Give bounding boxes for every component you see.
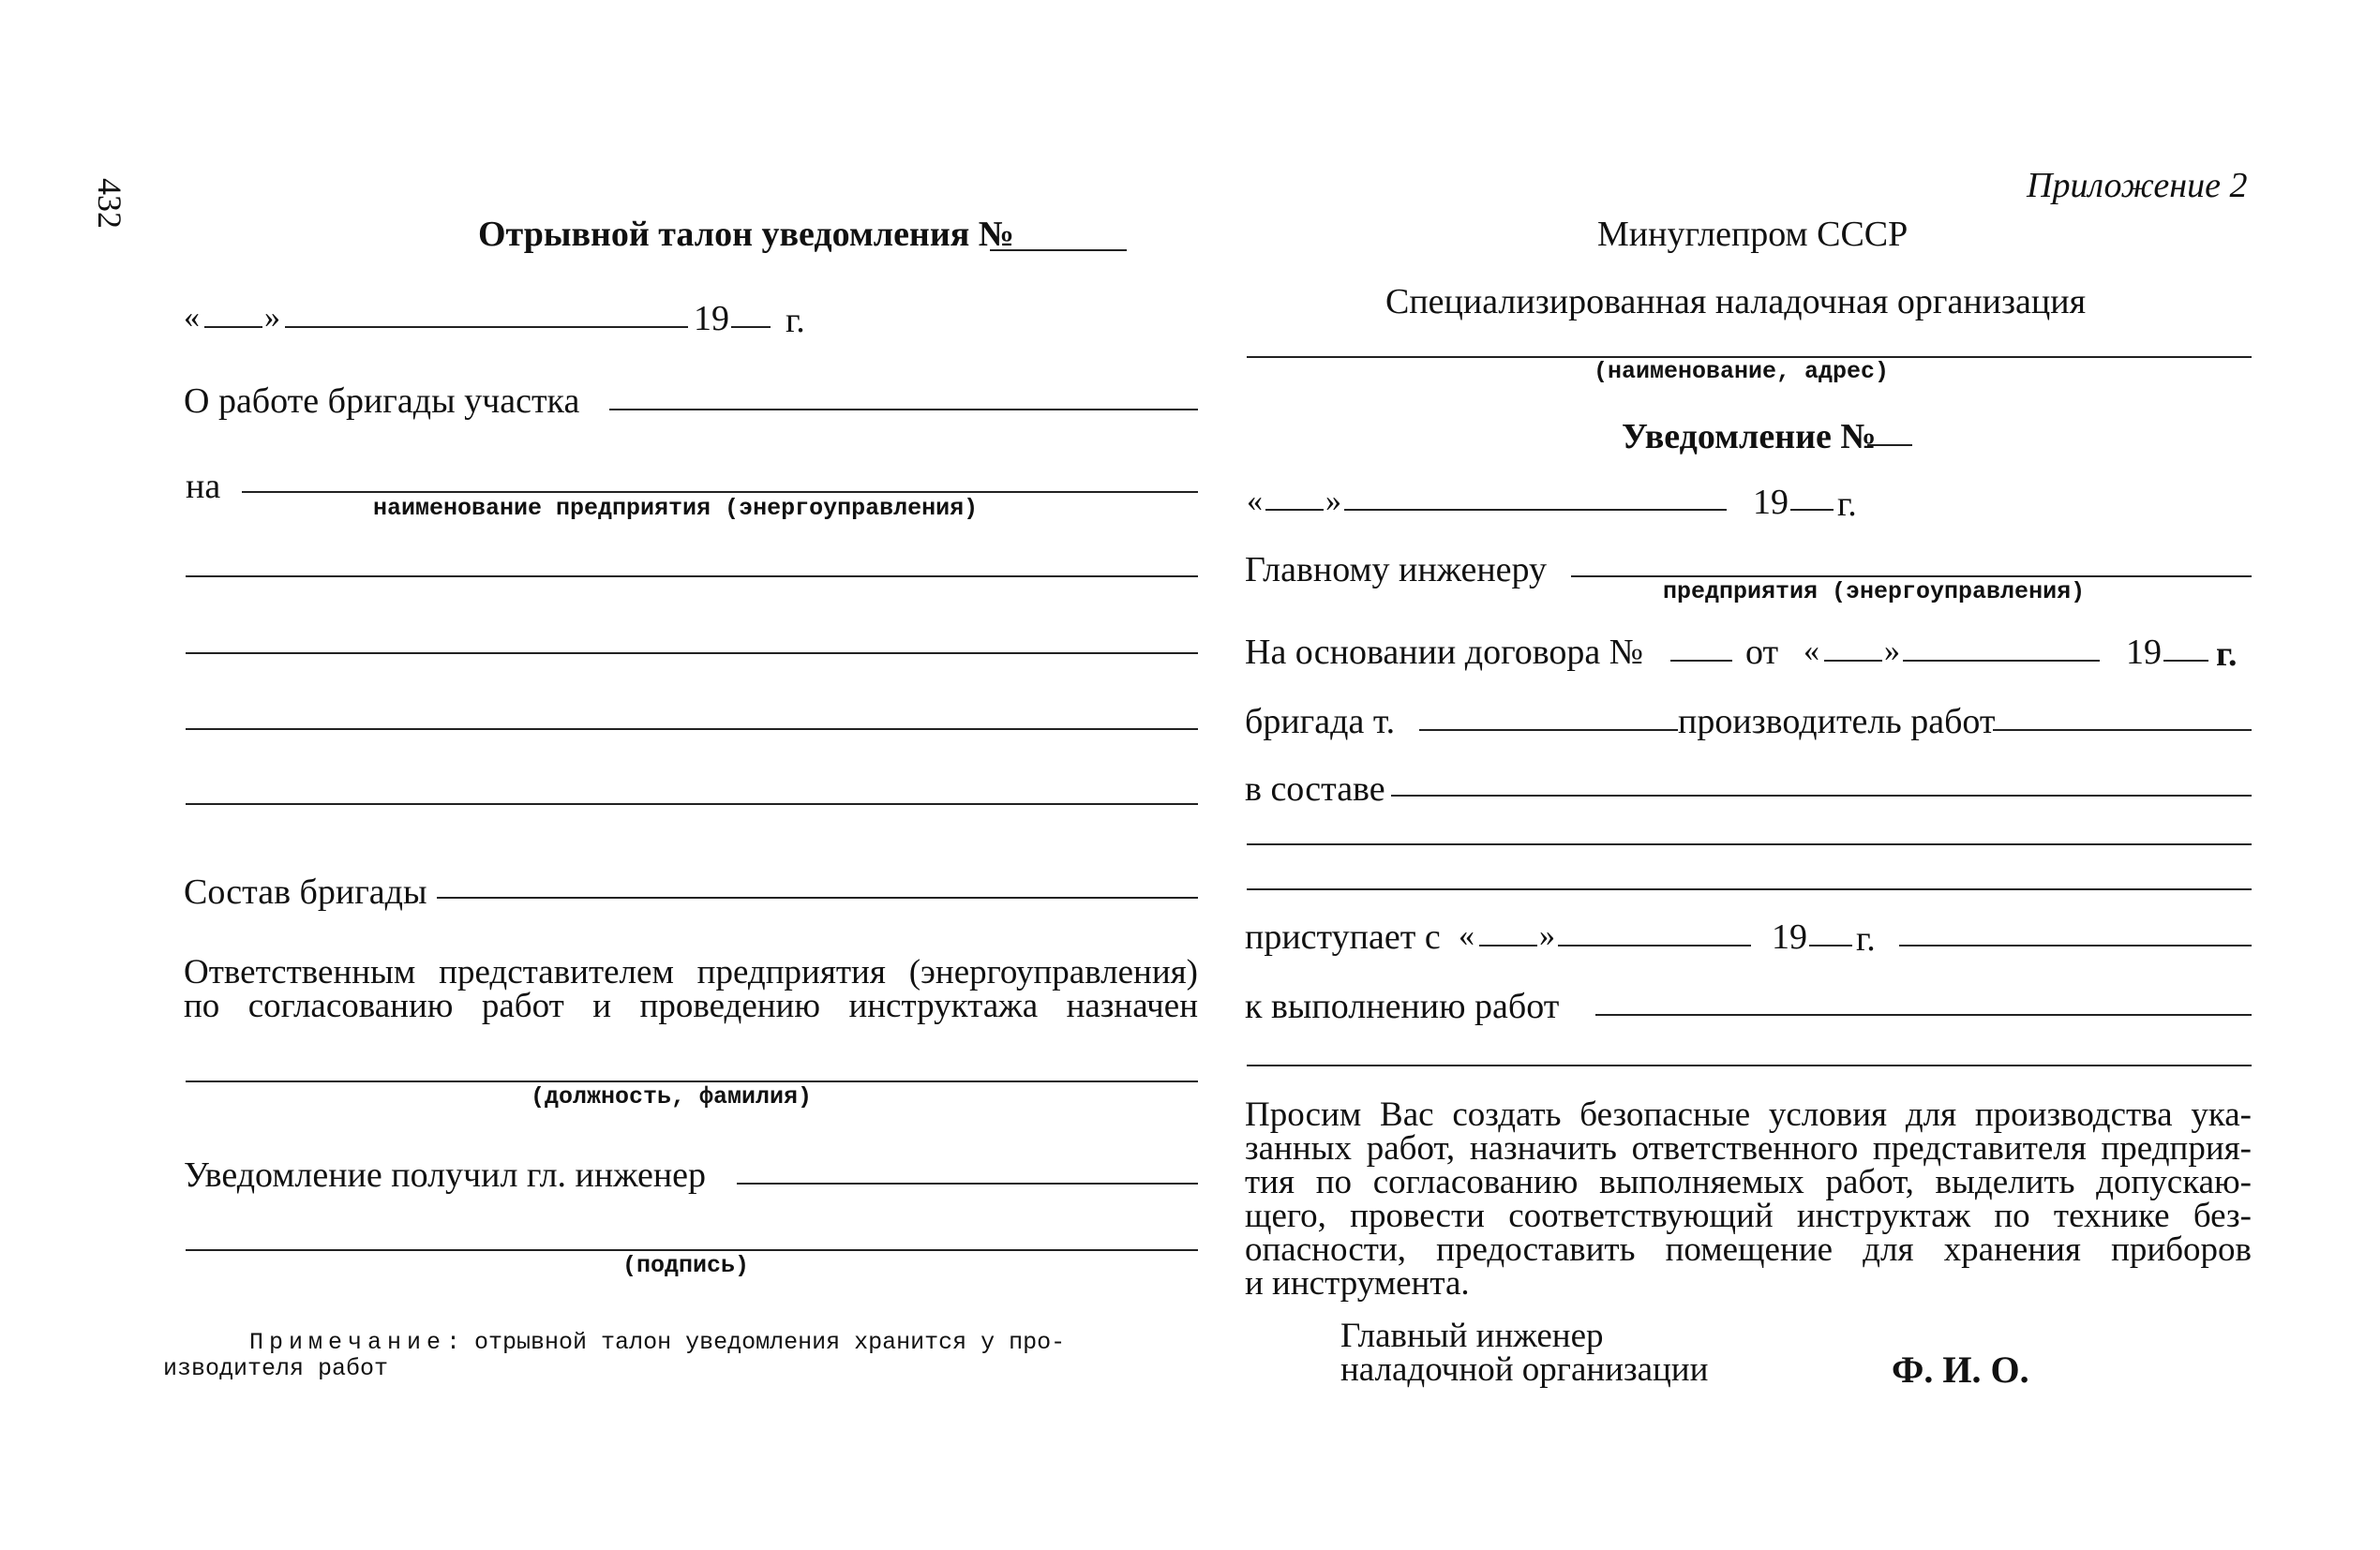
start-year-prefix: 19 — [1772, 917, 1807, 957]
request-line-4: щего, провести соответствующий инструктаж по технике без- — [1245, 1197, 2252, 1235]
chief-line-1: Главный инженер — [1340, 1317, 1604, 1355]
request-line-1: Просим Вас создать безопасные условия для производства ука- — [1245, 1095, 2252, 1134]
chief-fio: Ф. И. О. — [1892, 1349, 2029, 1391]
contract-label: На основании договора № — [1245, 633, 1644, 672]
notice-year-field[interactable] — [1790, 509, 1834, 511]
start-label: приступает с — [1245, 917, 1441, 957]
start-year-field[interactable] — [1809, 945, 1852, 946]
chief-line-2: наладочной организации — [1340, 1350, 1709, 1389]
stub-work-label: О работе бригады участка — [184, 381, 580, 421]
producer-field[interactable] — [1993, 729, 2252, 731]
stub-composition-field[interactable] — [437, 897, 1198, 899]
stub-year-prefix: 19 — [694, 299, 729, 338]
org-address-caption: (наименование, адрес) — [1594, 358, 1890, 385]
stub-note — [249, 1329, 1065, 1357]
stub-date-open-quote: « — [184, 300, 200, 335]
stub-blank-line-2[interactable] — [186, 652, 1198, 654]
notice-year-prefix: 19 — [1753, 483, 1789, 522]
notice-title: Уведомление № — [1622, 417, 1877, 456]
contract-date-open-quote: « — [1804, 633, 1819, 668]
stub-signature-caption: (подпись) — [622, 1252, 750, 1279]
contract-number-field[interactable] — [1670, 660, 1732, 662]
contract-year-field[interactable] — [2163, 660, 2208, 662]
start-day-field[interactable] — [1479, 945, 1537, 946]
notice-date-open-quote: « — [1247, 484, 1263, 518]
page-number: 432 — [91, 178, 128, 229]
start-date-close-quote: » — [1539, 918, 1555, 953]
request-paragraph — [1245, 1095, 2252, 1269]
stub-blank-line-3[interactable] — [186, 728, 1198, 730]
brigade-label: бригада т. — [1245, 702, 1396, 741]
organization-name: Специализированная наладочная организация — [1385, 282, 2087, 321]
stub-received-field[interactable] — [737, 1183, 1198, 1185]
stub-month-field[interactable] — [285, 326, 688, 328]
work-field[interactable] — [1595, 1014, 2252, 1016]
stub-position-field[interactable] — [186, 1081, 1198, 1082]
start-date-open-quote: « — [1459, 918, 1474, 953]
request-line-2: занных работ, назначить ответственного представителя предприя- — [1245, 1129, 2252, 1168]
stub-note-line-2: изводителя работ — [163, 1355, 389, 1382]
contract-year-prefix: 19 — [2126, 633, 2162, 672]
composition-field[interactable] — [1391, 795, 2252, 797]
request-line-6: и инструмента. — [1245, 1264, 1470, 1303]
to-chief-field[interactable] — [1571, 575, 2252, 577]
stub-responsible-text — [184, 953, 1198, 1025]
notice-number-field[interactable] — [1867, 444, 1912, 446]
stub-year-field[interactable] — [731, 326, 771, 328]
contract-year-suffix: г. — [2216, 634, 2238, 674]
start-extra-field[interactable] — [1899, 945, 2252, 946]
ministry-name: Минуглепром СССР — [1597, 215, 1908, 254]
brigade-foreman-field[interactable] — [1419, 729, 1678, 731]
appendix-label: Приложение 2 — [2027, 166, 2248, 205]
contract-from-label: от — [1745, 633, 1779, 672]
notice-day-field[interactable] — [1265, 509, 1324, 511]
notice-date-close-quote: » — [1325, 484, 1341, 518]
work-line-2[interactable] — [1247, 1065, 2252, 1066]
request-line-5: опасности, предоставить помещение для хранения приборов — [1245, 1230, 2252, 1269]
stub-number-field[interactable] — [990, 249, 1127, 251]
stub-blank-line-4[interactable] — [186, 803, 1198, 805]
composition-line-2[interactable] — [1247, 843, 2252, 845]
stub-responsible-line-1: Ответственным представителем предприятия (энергоуправления) — [184, 953, 1198, 991]
stub-year-suffix: г. — [786, 301, 805, 340]
contract-date-close-quote: » — [1884, 633, 1900, 668]
request-line-3: тия по согласованию выполняемых работ, выделить допускаю- — [1245, 1163, 2252, 1201]
stub-signature-field[interactable] — [186, 1249, 1198, 1251]
contract-month-field[interactable] — [1903, 660, 2100, 662]
stub-section-field[interactable] — [609, 409, 1198, 410]
stub-blank-line-1[interactable] — [186, 575, 1198, 577]
composition-label: в составе — [1245, 769, 1385, 809]
to-chief-label: Главному инженеру — [1245, 550, 1548, 589]
notice-month-field[interactable] — [1344, 509, 1727, 511]
stub-received-label: Уведомление получил гл. инженер — [184, 1155, 707, 1195]
stub-date-close-quote: » — [264, 300, 280, 335]
work-label: к выполнению работ — [1245, 987, 1560, 1026]
stub-enterprise-caption: наименование предприятия (энергоуправления) — [373, 495, 979, 522]
stub-position-caption: (должность, фамилия) — [531, 1083, 813, 1110]
producer-label: производитель работ — [1678, 702, 1996, 741]
stub-title: Отрывной талон уведомления № — [478, 215, 1014, 254]
stub-responsible-line-2: по согласованию работ и проведению инструктажа назначен — [184, 987, 1198, 1025]
contract-day-field[interactable] — [1824, 660, 1882, 662]
composition-line-3[interactable] — [1247, 888, 2252, 890]
stub-day-field[interactable] — [204, 326, 262, 328]
notice-year-suffix: г. — [1837, 484, 1857, 524]
stub-on-label: на — [186, 467, 221, 506]
stub-note-text: : отрывной талон уведомления хранится у про- — [446, 1329, 1066, 1356]
start-month-field[interactable] — [1558, 945, 1751, 946]
start-year-suffix: г. — [1856, 919, 1876, 959]
to-chief-caption: предприятия (энергоуправления) — [1663, 578, 2086, 605]
stub-composition-label: Состав бригады — [184, 872, 427, 912]
stub-note-label: Примечание — [249, 1329, 447, 1356]
stub-enterprise-field[interactable] — [242, 491, 1198, 493]
